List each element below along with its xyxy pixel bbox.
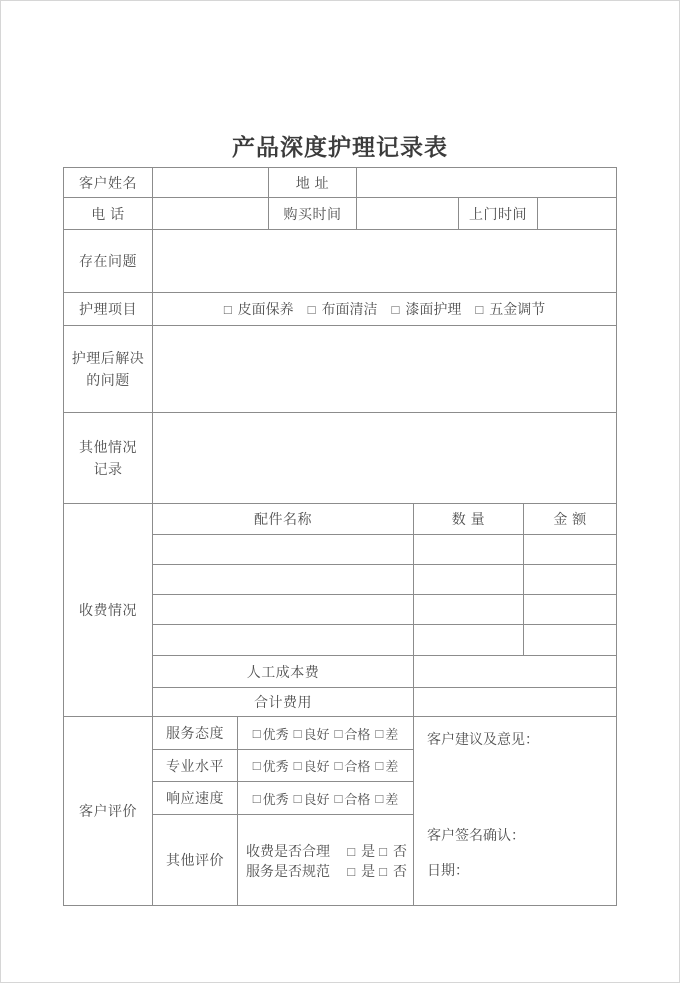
checkbox-professional-good[interactable] [294,756,330,775]
purchase-time-field[interactable] [357,198,459,230]
problems-label: 存在问题 [64,230,153,293]
charge-qty-field[interactable] [414,625,524,656]
customer-remarks-cell[interactable] [414,717,617,906]
care-option-label: 布面清洁 [321,301,378,317]
visit-time-field[interactable] [538,198,617,230]
checkbox-care-leather[interactable] [224,299,294,319]
checkbox-icon: □ [223,301,232,317]
question-text: 服务是否规范 [246,863,330,879]
checkbox-icon: □ [252,758,261,773]
checkbox-icon: □ [475,301,484,317]
checkbox-attitude-excellent[interactable] [253,724,289,743]
care-option-label: 皮面保养 [237,301,294,317]
eval-option-label: 优秀 [262,791,289,807]
question-service-standard [246,861,407,881]
suggestions-label: 客户建议及意见： [427,731,539,747]
charge-name-field[interactable] [153,595,414,625]
row-care-items [64,293,617,326]
checkbox-response-poor[interactable] [375,789,398,808]
eval-criterion-attitude: 服务态度 [153,717,238,750]
checkbox-charge-yes[interactable] [347,841,375,861]
signature-label: 客户签名确认： [427,827,525,843]
row-eval-attitude [64,717,617,750]
care-items-options [153,293,617,326]
charges-label: 收费情况 [64,504,153,717]
charge-name-field[interactable] [153,535,414,565]
checkbox-icon: □ [252,790,261,806]
date-label: 日期： [427,862,469,878]
eval-option-label: 合格 [344,791,371,807]
customer-name-field[interactable] [153,168,269,198]
evaluation-label: 客户评价 [64,717,153,906]
no-label: 否 [393,843,407,859]
phone-label: 电 话 [64,198,153,230]
checkbox-professional-excellent[interactable] [253,756,289,775]
checkbox-icon: □ [347,863,356,879]
checkbox-professional-pass[interactable] [335,756,371,775]
address-field[interactable] [357,168,617,198]
checkbox-response-good[interactable] [294,789,330,808]
checkbox-care-hardware[interactable] [475,299,545,319]
checkbox-attitude-poor[interactable] [375,724,398,743]
checkbox-icon: □ [293,725,302,741]
eval-option-label: 优秀 [262,726,289,742]
checkbox-icon: □ [293,790,302,806]
charge-name-field[interactable] [153,565,414,595]
checkbox-icon: □ [252,725,261,741]
row-customer-address [64,168,617,198]
charge-amount-field[interactable] [524,565,617,595]
eval-option-label: 良好 [303,791,330,807]
eval-criterion-professional: 专业水平 [153,750,238,782]
eval-option-label: 差 [385,726,399,742]
eval-options-response [238,782,414,815]
solved-problems-field[interactable] [153,326,617,413]
care-record-form [63,167,617,906]
row-solved-problems [64,326,617,413]
visit-time-label: 上门时间 [459,198,538,230]
problems-field[interactable] [153,230,617,293]
charge-qty-field[interactable] [414,595,524,625]
care-option-label: 五金调节 [489,301,546,317]
checkbox-care-paint[interactable] [392,299,462,319]
charges-col-name: 配件名称 [153,504,414,535]
eval-option-label: 合格 [344,726,371,742]
charge-qty-field[interactable] [414,535,524,565]
eval-options-professional [238,750,414,782]
checkbox-icon: □ [375,758,384,773]
checkbox-professional-poor[interactable] [375,756,398,775]
checkbox-care-fabric[interactable] [308,299,378,319]
checkbox-icon: □ [375,790,384,806]
customer-name-label: 客户姓名 [64,168,153,198]
row-other-records [64,413,617,504]
total-cost-label: 合计费用 [153,688,414,717]
checkbox-response-excellent[interactable] [253,789,289,808]
eval-option-label: 差 [385,791,399,807]
phone-field[interactable] [153,198,269,230]
checkbox-attitude-pass[interactable] [335,724,371,743]
eval-option-label: 良好 [303,759,330,774]
checkbox-attitude-good[interactable] [294,724,330,743]
care-items-label: 护理项目 [64,293,153,326]
purchase-time-label: 购买时间 [269,198,357,230]
checkbox-icon: □ [391,301,400,317]
checkbox-icon: □ [379,863,387,879]
charge-name-field[interactable] [153,625,414,656]
other-records-label: 其他情况 记录 [64,413,153,504]
charge-qty-field[interactable] [414,565,524,595]
eval-options-attitude [238,717,414,750]
row-phone-times [64,198,617,230]
question-charge-reasonable [246,841,407,861]
eval-option-label: 差 [385,759,399,774]
checkbox-response-pass[interactable] [335,789,371,808]
yes-label: 是 [361,863,376,879]
checkbox-service-yes[interactable] [347,861,375,881]
care-option-label: 漆面护理 [405,301,462,317]
yes-label: 是 [361,843,376,859]
no-label: 否 [393,863,407,879]
checkbox-charge-no[interactable] [379,841,407,861]
eval-option-label: 合格 [344,759,371,774]
row-charges-header [64,504,617,535]
other-records-field[interactable] [153,413,617,504]
eval-option-label: 良好 [303,726,330,742]
solved-problems-label: 护理后解决 的问题 [64,326,153,413]
checkbox-icon: □ [379,843,387,859]
labor-cost-field[interactable] [414,656,617,688]
address-label: 地 址 [269,168,357,198]
checkbox-icon: □ [307,301,316,317]
charges-col-amount: 金 额 [524,504,617,535]
charge-amount-field[interactable] [524,625,617,656]
total-cost-field[interactable] [414,688,617,717]
checkbox-icon: □ [293,758,302,773]
checkbox-icon: □ [334,790,343,806]
eval-other-questions [238,815,414,906]
checkbox-icon: □ [347,843,356,859]
eval-other-label: 其他评价 [153,815,238,906]
charges-col-qty: 数 量 [414,504,524,535]
charge-amount-field[interactable] [524,595,617,625]
checkbox-icon: □ [334,725,343,741]
eval-option-label: 优秀 [262,759,289,774]
checkbox-service-no[interactable] [379,861,407,881]
question-text: 收费是否合理 [246,843,330,859]
checkbox-icon: □ [334,758,343,773]
labor-cost-label: 人工成本费 [153,656,414,688]
charge-amount-field[interactable] [524,535,617,565]
page-title: 产品深度护理记录表 [232,134,448,160]
eval-criterion-response: 响应速度 [153,782,238,815]
row-problems [64,230,617,293]
checkbox-icon: □ [375,725,384,741]
